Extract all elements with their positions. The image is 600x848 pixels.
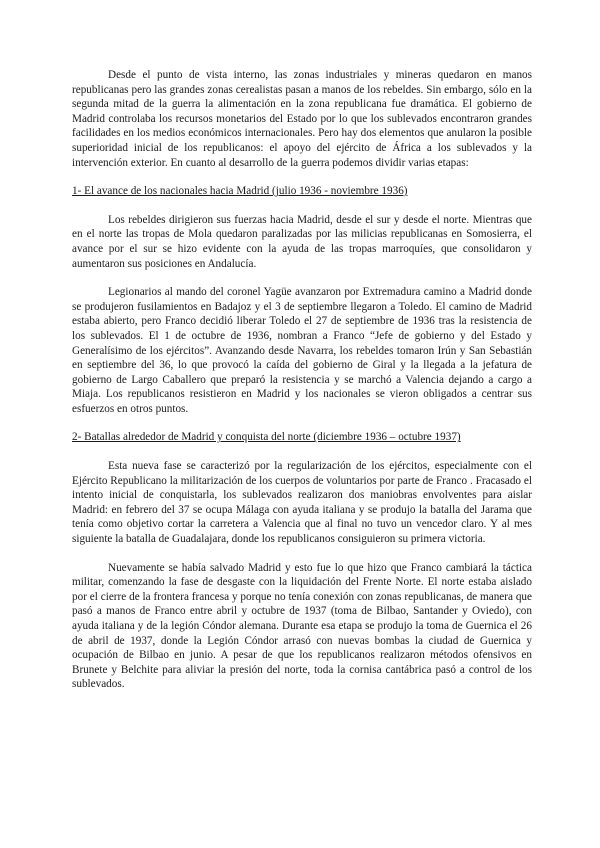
section-2-paragraph-1: Esta nueva fase se caracterizó por la regularización de los ejércitos, especialmente con el Ejército Republicano la militarización de los cuerpos de voluntarios por parte de Franco . Fracasado el intento inicial de conquistarla, los sublevados realizaron dos maniobras envolventes para aislar Madrid: en febrero del 37 se ocupa Málaga con ayuda italiana y se produjo la batalla del Jarama que tenía como objetivo cortar la carretera a Valencia que al final no tuvo un vencedor claro. Y al mes siguiente la batalla de Guadalajara, donde los republicanos consiguieron su primera victoria. bbox=[72, 460, 532, 546]
document-page bbox=[72, 68, 532, 692]
section-2-paragraph-2: Nuevamente se había salvado Madrid y esto fue lo que hizo que Franco cambiará la táctica militar, comenzando la fase de desgaste con la liquidación del Frente Norte. El norte estaba aislado por el cierre de la frontera francesa y porque no tenía conexión con zonas republicanas, de manera que pasó a manos de Franco entre abril y octubre de 1937 (toma de Bilbao, Santander y Oviedo), con ayuda italiana y de la legión Cóndor alemana. Durante esa etapa se produjo la toma de Guernica el 26 de abril de 1937, donde la Legión Cóndor arrasó con nuevas bombas la ciudad de Guernica y ocupación de Bilbao en junio. A pesar de que los republicanos realizaron métodos ofensivos en Brunete y Belchite para aliviar la presión del norte, toda la cornisa cantábrica pasó a control de los sublevados. bbox=[72, 561, 532, 691]
section-1-paragraph-2: Legionarios al mando del coronel Yagüe avanzaron por Extremadura camino a Madrid donde se produjeron fusilamientos en Badajoz y el 3 de septiembre llegaron a Toledo. El camino de Madrid estaba abierto, pero Franco decidió liberar Toledo el 27 de septiembre de 1936 tras la resistencia de los sublevados. El 1 de octubre de 1936, nombran a Franco “Jefe de gobierno y del Estado y Generalísimo de los ejércitos”. Avanzando desde Navarra, los rebeldes tomaron Irún y San Sebastián en septiembre del 36, lo que provocó la caída del gobierno de Giral y la llegada a la jefatura de gobierno de Largo Caballero que preparó la resistencia y se marchó a Valencia dejando a cargo a Miaja. Los republicanos resistieron en Madrid y los nacionales se vieron obligados a centrar sus esfuerzos en otros puntos. bbox=[72, 286, 532, 415]
section-1-heading: 1- El avance de los nacionales hacia Madrid (julio 1936 - noviembre 1936) bbox=[72, 185, 408, 198]
section-2-heading: 2- Batallas alrededor de Madrid y conquista del norte (diciembre 1936 – octubre 1937) bbox=[72, 431, 461, 444]
intro-paragraph: Desde el punto de vista interno, las zonas industriales y mineras quedaron en manos republicanas pero las grandes zonas cerealistas pasan a manos de los rebeldes. Sin embargo, sólo en la segunda mitad de la guerra la alimentación en la zona republicana fue dramática. El gobierno de Madrid controlaba los recursos monetarios del Estado por lo que los sublevados encontraron grandes facilidades en los medios económicos internacionales. Pero hay dos elementos que anularon la posible superioridad inicial de los republicanos: el apoyo del ejército de África a los sublevados y la intervención exterior. En cuanto al desarrollo de la guerra podemos dividir varias etapas: bbox=[72, 69, 532, 169]
section-1-paragraph-1: Los rebeldes dirigieron sus fuerzas hacia Madrid, desde el sur y desde el norte. Mientras que en el norte las tropas de Mola quedaron paralizadas por las milicias republicanas en Somosierra, el avance por el sur se hizo evidente con la ayuda de las tropas marroquíes, que consolidaron y aumentaron sus posiciones en Andalucía. bbox=[72, 213, 532, 270]
